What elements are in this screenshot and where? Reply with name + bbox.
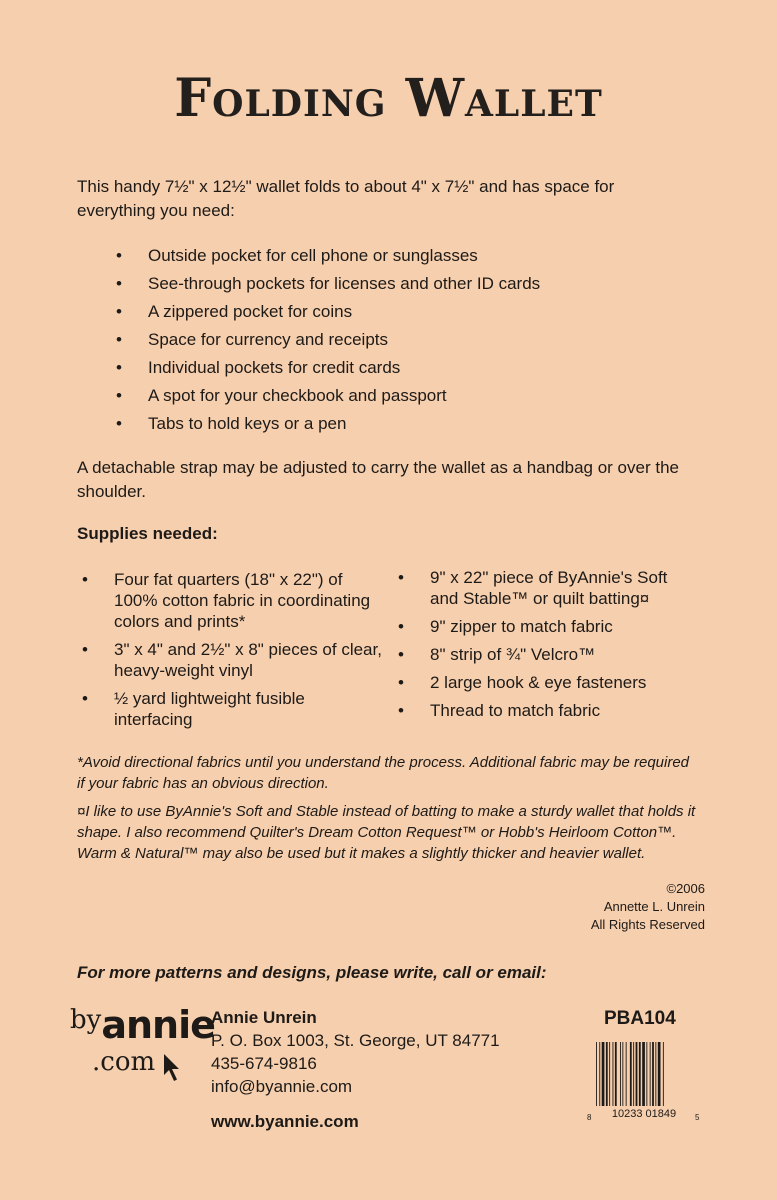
intro-text: This handy 7½" x 12½" wallet folds to about 4" x 7½" and has space for everything you need: xyxy=(77,177,615,220)
list-item: • 3" x 4" and 2½" x 8" pieces of clear, heavy-weight vinyl xyxy=(82,639,387,681)
contact-phone[interactable]: 435-674-9816 xyxy=(211,1054,317,1073)
list-item: • Four fat quarters (18" x 22") of 100% cotton fabric in coordinating colors and prints* xyxy=(82,569,387,632)
copyright-block xyxy=(591,880,705,934)
barcode-bar xyxy=(626,1042,627,1108)
list-item: • 2 large hook & eye fasteners xyxy=(398,672,698,693)
barcode-bar xyxy=(613,1042,614,1108)
batting-note: ¤I like to use ByAnnie's Soft and Stable instead of batting to make a sturdy wallet that holds it shape. I also recommend Quilter's Dream Cotton Request™ or Hobb's Heirloom Cotton™. Warm & Natural™ may also be used but it makes a slightly thicker and heavier wallet. xyxy=(77,803,696,862)
logo-by: by xyxy=(70,1005,102,1035)
barcode-bar xyxy=(636,1042,638,1108)
directional-note: *Avoid directional fabrics until you understand the process. Additional fabric may be required if your fabric has an obvious direction. xyxy=(77,754,690,792)
barcode-bar xyxy=(602,1042,605,1108)
feature-list xyxy=(116,242,676,438)
list-item: • Outside pocket for cell phone or sunglasses xyxy=(116,242,676,270)
product-code: PBA104 xyxy=(604,1008,676,1029)
list-item: • Space for currency and receipts xyxy=(116,326,676,354)
list-item: • See-through pockets for licenses and other ID cards xyxy=(116,270,676,298)
barcode-bar xyxy=(652,1042,654,1108)
contact-name: Annie Unrein xyxy=(211,1008,317,1027)
barcode-bar xyxy=(639,1042,641,1108)
list-item: • Tabs to hold keys or a pen xyxy=(116,410,676,438)
list-item: • ½ yard lightweight fusible interfacing xyxy=(82,688,387,730)
contact-address: P. O. Box 1003, St. George, UT 84771 xyxy=(211,1031,500,1050)
barcode-bar xyxy=(646,1042,647,1108)
list-item: • Thread to match fabric xyxy=(398,700,698,721)
page-title: Folding Wallet xyxy=(174,68,603,129)
barcode-right-digit: 5 xyxy=(695,1113,700,1122)
barcode-left-digit: 8 xyxy=(587,1113,592,1122)
contact-info xyxy=(211,1006,500,1133)
cursor-arrow-icon xyxy=(162,1053,184,1083)
barcode xyxy=(584,1042,700,1122)
byannie-logo xyxy=(70,1005,215,1075)
barcode-bar xyxy=(620,1042,621,1108)
barcode-bar xyxy=(622,1042,623,1108)
list-item: • A spot for your checkbook and passport xyxy=(116,382,676,410)
supplies-heading: Supplies needed: xyxy=(77,524,218,543)
contact-website[interactable]: www.byannie.com xyxy=(211,1112,359,1131)
barcode-bar xyxy=(630,1042,632,1108)
contact-heading: For more patterns and designs, please write, call or email: xyxy=(77,963,547,982)
supplies-list-right xyxy=(398,567,698,728)
supplies-list-left xyxy=(82,569,387,737)
list-item: • A zippered pocket for coins xyxy=(116,298,676,326)
barcode-bar xyxy=(615,1042,617,1108)
copyright-author: Annette L. Unrein xyxy=(603,899,705,914)
logo-annie: annie xyxy=(101,1003,215,1047)
barcode-bar xyxy=(650,1042,651,1108)
copyright-year: ©2006 xyxy=(666,881,705,896)
barcode-bar xyxy=(642,1042,645,1108)
barcode-bar xyxy=(606,1042,608,1108)
barcode-bar xyxy=(609,1042,610,1108)
strap-text: A detachable strap may be adjusted to carry the wallet as a handbag or over the shoulder. xyxy=(77,458,679,501)
barcode-bar xyxy=(633,1042,634,1108)
barcode-bar xyxy=(655,1042,656,1108)
list-item: • Individual pockets for credit cards xyxy=(116,354,676,382)
logo-com-text: .com xyxy=(92,1047,156,1077)
contact-email[interactable]: info@byannie.com xyxy=(211,1077,353,1096)
list-item: • 9" x 22" piece of ByAnnie's Soft and Stable™ or quilt batting¤ xyxy=(398,567,698,609)
copyright-rights: All Rights Reserved xyxy=(590,917,705,932)
list-item: • 8" strip of ¾" Velcro™ xyxy=(398,644,698,665)
list-item: • 9" zipper to match fabric xyxy=(398,616,698,637)
barcode-number: 10233 01849 xyxy=(611,1108,677,1120)
